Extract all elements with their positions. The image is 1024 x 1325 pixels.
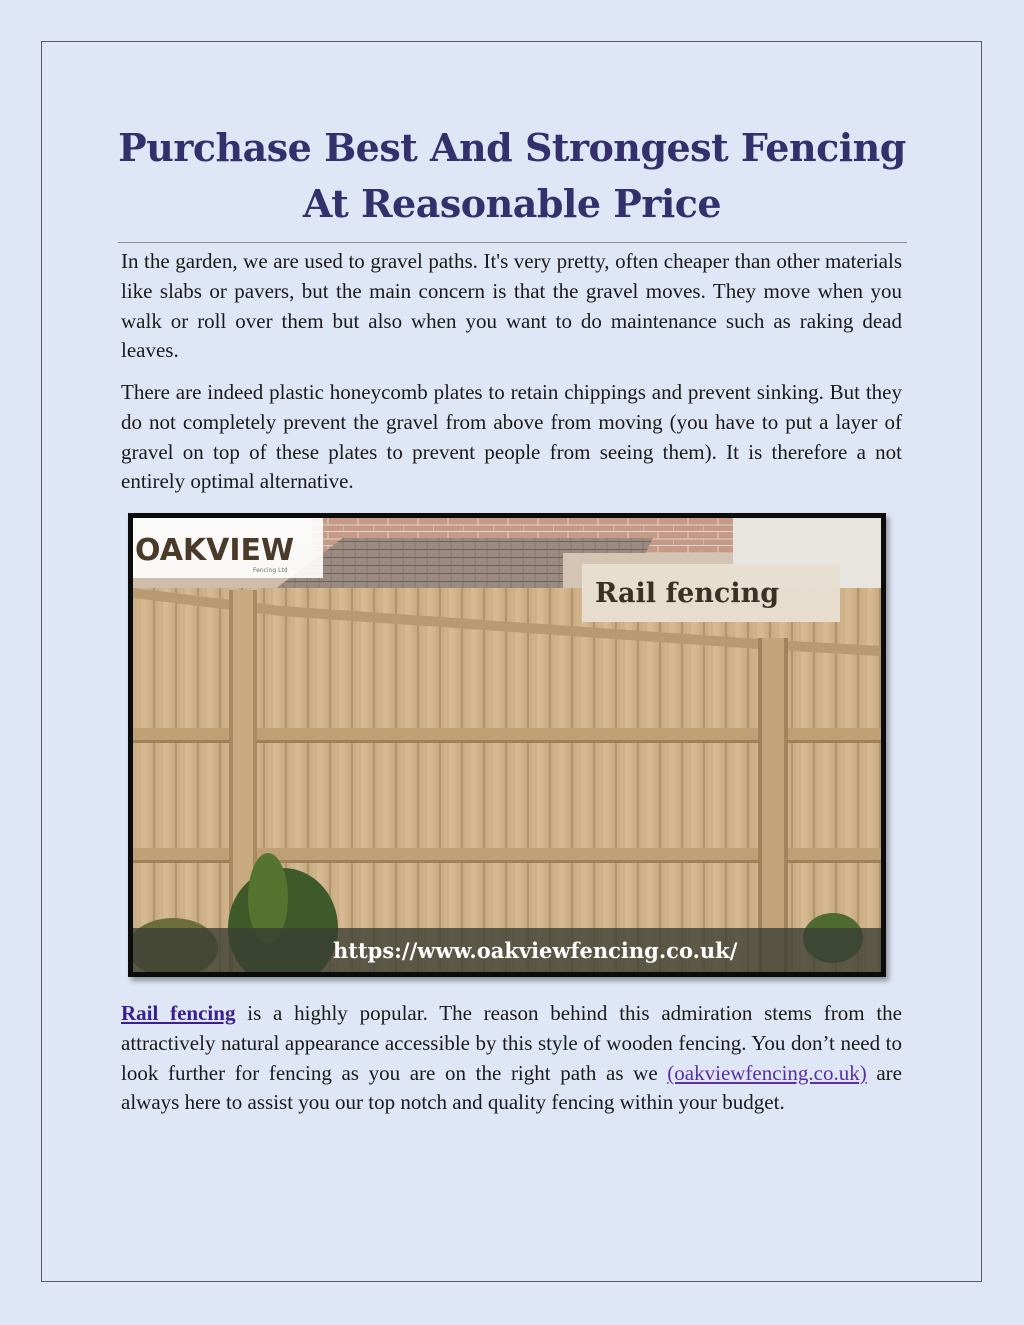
paragraph-2: There are indeed plastic honeycomb plates to retain chippings and prevent sinking. But they do not completely prevent the gravel from above from moving (you have to put a layer of gravel on top of these plates to prevent people from seeing them). It is therefore a not entirely optimal alternative.	[121, 380, 902, 494]
fence-photo	[128, 513, 886, 977]
logo-subtext: Fencing Ltd	[253, 567, 288, 574]
image-caption: Rail fencing	[595, 578, 780, 609]
paragraph-3-text-1: is a highly popular. The reason behind this admiration stems from the attractively natural appearance accessible by this style of wooden fencing. You don’t need to look further for fencing as you are on the right path as we	[121, 1001, 902, 1085]
title-divider	[118, 242, 907, 243]
paragraph-3	[121, 999, 902, 1118]
rail-fencing-link[interactable]: Rail fencing	[121, 1001, 236, 1025]
image-url-caption: https://www.oakviewfencing.co.uk/	[333, 938, 738, 963]
paragraph-1: In the garden, we are used to gravel paths. It's very pretty, often cheaper than other materials like slabs or pavers, but the main concern is that the gravel moves. They move when you walk or roll over them but also when you want to do maintenance such as raking dead leaves.	[121, 249, 902, 363]
logo-text: OAKVIEW	[135, 533, 295, 568]
page-title: Purchase Best And Strongest Fencing At Reasonable Price	[118, 125, 906, 226]
paragraph-3-text-2: are always here to assist you our top notch and quality fencing within your budget.	[121, 1060, 902, 1115]
oakview-site-link[interactable]: (oakviewfencing.co.uk)	[667, 1060, 867, 1085]
